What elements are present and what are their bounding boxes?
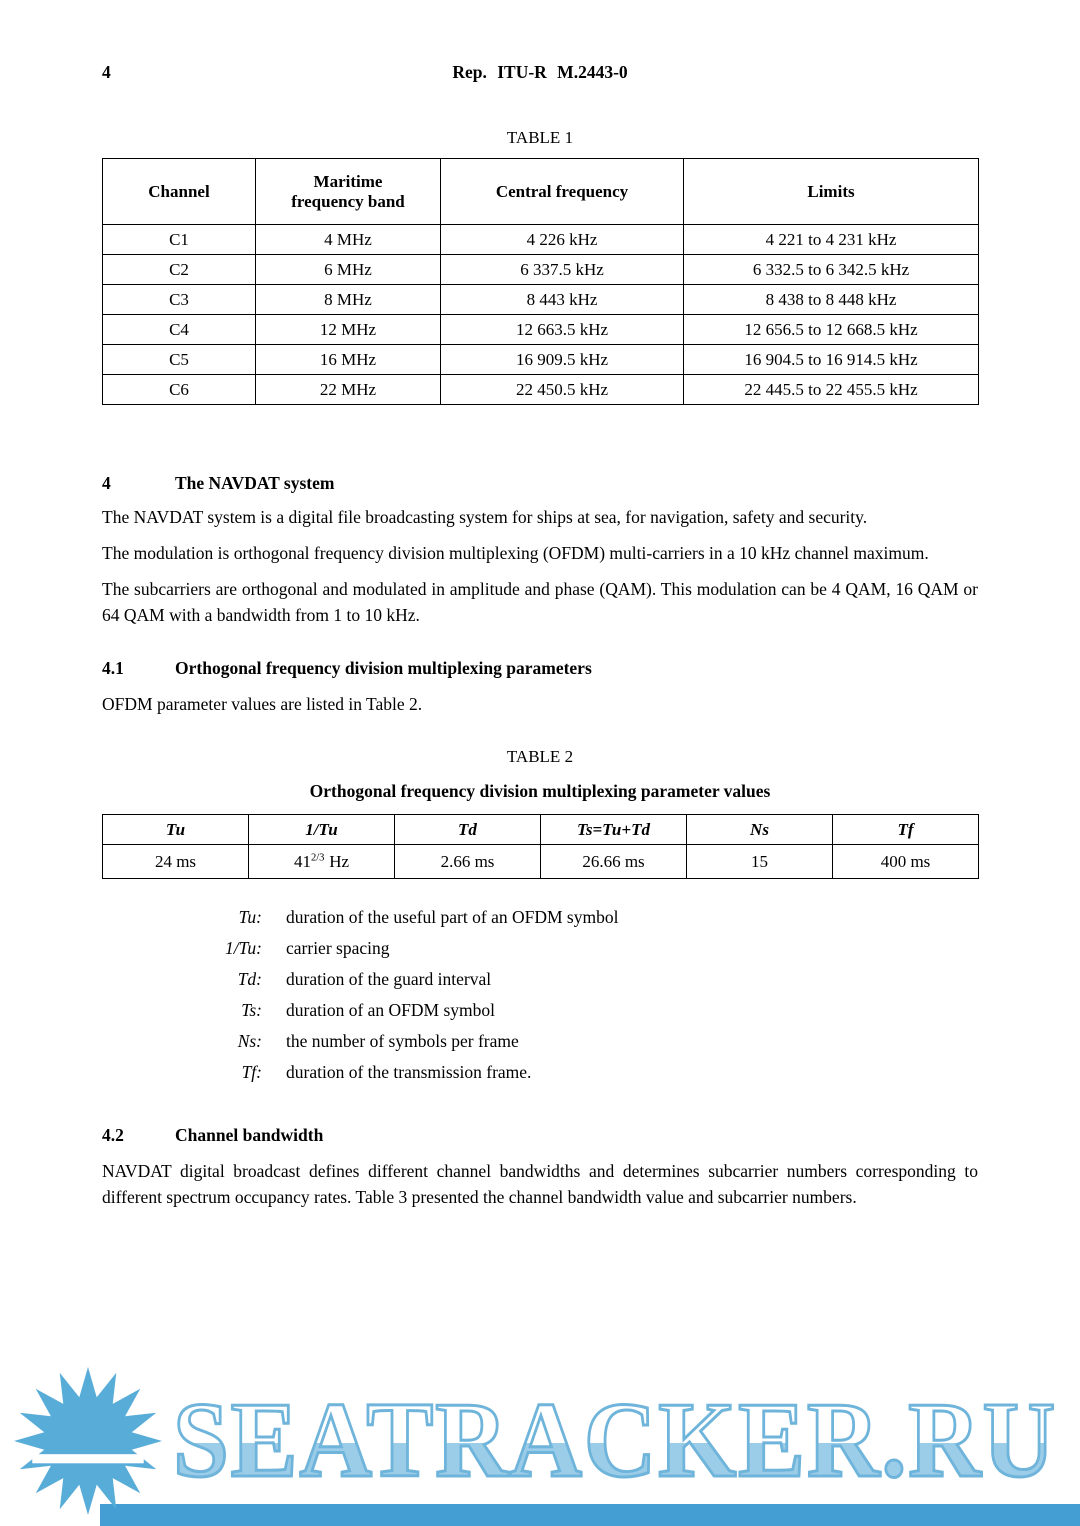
watermark-text-glyphs: SEATRACKER.RU (173, 1381, 1057, 1500)
table-row (103, 285, 979, 315)
table2 (102, 814, 979, 879)
definition-term: Ts: (241, 1000, 262, 1020)
table-cell: 12 MHz (256, 315, 441, 345)
section-title: The NAVDAT system (175, 473, 335, 493)
table-cell: 22 445.5 to 22 455.5 kHz (684, 375, 979, 405)
table1-header-row (103, 159, 979, 225)
table-cell (249, 845, 395, 879)
table-cell: 15 (687, 845, 833, 879)
table-cell: 16 909.5 kHz (441, 345, 684, 375)
table-cell: 16 904.5 to 16 914.5 kHz (684, 345, 979, 375)
table-cell: C6 (103, 375, 256, 405)
definition-row (102, 938, 978, 969)
section-number: 4.1 (102, 658, 124, 678)
table-cell: C4 (103, 315, 256, 345)
table-row (103, 225, 979, 255)
watermark-text (170, 1380, 1064, 1500)
table2-header-td: Td (395, 815, 541, 845)
sun-horizon-line (32, 1454, 143, 1463)
table-row (103, 315, 979, 345)
definition-description: carrier spacing (286, 938, 390, 958)
definition-description: duration of the transmission frame. (286, 1062, 532, 1082)
table-cell: 6 337.5 kHz (441, 255, 684, 285)
value-superscript: 2/3 (310, 851, 325, 863)
table-cell: 8 438 to 8 448 kHz (684, 285, 979, 315)
table-row (103, 345, 979, 375)
table2-caption: TABLE 2 (506, 747, 574, 766)
report-title: Rep. ITU-R M.2443-0 (452, 62, 628, 82)
definition-row (102, 1062, 978, 1093)
section-title: Channel bandwidth (175, 1125, 324, 1145)
table-cell: 12 656.5 to 12 668.5 kHz (684, 315, 979, 345)
table1-header-limits: Limits (684, 159, 979, 225)
table-cell: 8 MHz (256, 285, 441, 315)
section-4-1-heading (102, 658, 978, 679)
table-cell: 26.66 ms (541, 845, 687, 879)
table-cell: 22 450.5 kHz (441, 375, 684, 405)
table-cell: 22 MHz (256, 375, 441, 405)
seatracker-watermark (12, 1364, 1064, 1518)
table1-header-channel: Channel (103, 159, 256, 225)
table-cell: C2 (103, 255, 256, 285)
table2-header-tu: Tu (103, 815, 249, 845)
table1-header-central-frequency: Central frequency (441, 159, 684, 225)
section-title: Orthogonal frequency division multiplexing parameters (175, 658, 592, 678)
value-unit: Hz (329, 851, 350, 871)
section-4-heading (102, 473, 978, 494)
table-cell: 24 ms (103, 845, 249, 879)
table2-header-ns: Ns (687, 815, 833, 845)
page-number: 4 (102, 62, 111, 82)
table2-header-1tu: 1/Tu (249, 815, 395, 845)
definition-row (102, 1000, 978, 1031)
definition-row (102, 1031, 978, 1062)
definition-term: Tu: (238, 907, 262, 927)
table-cell: 8 443 kHz (441, 285, 684, 315)
table1 (102, 158, 979, 405)
paragraph: OFDM parameter values are listed in Table 2. (102, 694, 423, 714)
page-header (102, 62, 978, 84)
definition-row (102, 907, 978, 938)
table-row (103, 375, 979, 405)
definition-description: duration of the useful part of an OFDM symbol (286, 907, 619, 927)
definition-term: Ns: (237, 1031, 262, 1051)
definition-description: duration of the guard interval (286, 969, 492, 989)
value-base: 41 (293, 851, 311, 871)
sun-rays (14, 1367, 162, 1515)
section-4-2-heading (102, 1125, 978, 1146)
definition-description: duration of an OFDM symbol (286, 1000, 496, 1020)
table1-caption: TABLE 1 (506, 128, 574, 147)
section-number: 4 (102, 473, 111, 493)
paragraph: The NAVDAT system is a digital file broadcasting system for ships at sea, for navigation, safety and security. (102, 507, 868, 527)
paragraph: NAVDAT digital broadcast defines different channel bandwidths and determines subcarrier numbers corresponding to different spectrum occupancy rates. Table 3 presented the channel bandwidth value and subcarrier numbers. (102, 1161, 978, 1207)
table2-header-ts: Ts=Tu+Td (541, 815, 687, 845)
table-cell: 4 MHz (256, 225, 441, 255)
table-cell: C5 (103, 345, 256, 375)
table-cell: 6 332.5 to 6 342.5 kHz (684, 255, 979, 285)
table-cell: 4 221 to 4 231 kHz (684, 225, 979, 255)
section-number: 4.2 (102, 1125, 124, 1145)
table-cell: 12 663.5 kHz (441, 315, 684, 345)
parameter-definitions (102, 907, 978, 1093)
table-cell: 2.66 ms (395, 845, 541, 879)
table2-header-row (103, 815, 979, 845)
table-cell: C1 (103, 225, 256, 255)
definition-description: the number of symbols per frame (286, 1031, 519, 1051)
table-cell: 400 ms (833, 845, 979, 879)
table-row (103, 255, 979, 285)
definition-term: Tf: (241, 1062, 262, 1082)
paragraph: The modulation is orthogonal frequency division multiplexing (OFDM) multi-carriers in a 10 kHz channel maximum. (102, 543, 929, 563)
definition-row (102, 969, 978, 1000)
paragraph: The subcarriers are orthogonal and modulated in amplitude and phase (QAM). This modulation can be 4 QAM, 16 QAM or 64 QAM with a bandwidth from 1 to 10 kHz. (102, 579, 978, 625)
sun-icon (12, 1364, 164, 1518)
table1-header-band: Maritime frequency band (256, 159, 441, 225)
table-row (103, 845, 979, 879)
table2-subtitle: Orthogonal frequency division multiplexing parameter values (309, 781, 771, 801)
table-cell: 16 MHz (256, 345, 441, 375)
definition-term: Td: (237, 969, 262, 989)
table-cell: 6 MHz (256, 255, 441, 285)
definition-term: 1/Tu: (225, 938, 262, 958)
table-cell: 4 226 kHz (441, 225, 684, 255)
table2-header-tf: Tf (833, 815, 979, 845)
table-cell: C3 (103, 285, 256, 315)
